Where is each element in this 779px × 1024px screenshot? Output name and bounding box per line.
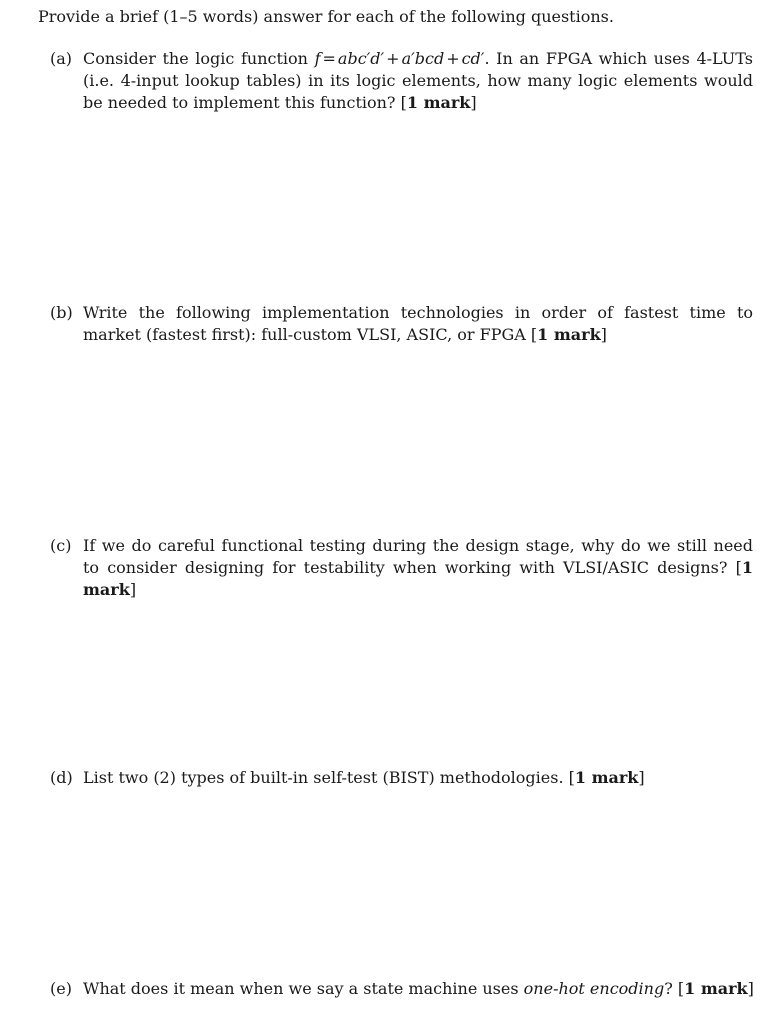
question-text: What does it mean when we say a state machine uses one-hot encoding? [1 mark] <box>83 979 754 998</box>
question-e <box>50 978 753 1000</box>
question-text: List two (2) types of built-in self-test (BIST) methodologies. [1 mark] <box>83 768 645 787</box>
question-text: Write the following implementation technologies in order of fastest time to market (fastest first): full-custom VLSI, ASIC, or FPGA [1 mark] <box>83 303 753 344</box>
question-text: Consider the logic function f = abc′d′ + a′bcd + cd′. In an FPGA which uses 4-LUTs (i.e. 4-input lookup tables) in its logic elements, how many logic elements would be needed to implement this function? [1 mark] <box>83 49 753 112</box>
question-label: (c) <box>50 536 72 555</box>
question-c <box>50 535 753 601</box>
emphasized-term: one-hot encoding <box>523 979 665 998</box>
mark-allocation: [1 mark] <box>568 768 645 787</box>
question-label: (e) <box>50 979 72 998</box>
logic-function-formula: f = abc′d′ + a′bcd + cd′ <box>314 49 485 68</box>
instructions-text: Provide a brief (1–5 words) answer for each of the following questions. <box>38 7 614 26</box>
question-b <box>50 302 753 346</box>
question-label: (a) <box>50 49 73 68</box>
question-label: (b) <box>50 303 73 322</box>
mark-allocation: [1 mark] <box>530 325 607 344</box>
mark-allocation: [1 mark] <box>400 93 477 112</box>
mark-allocation: [1 mark] <box>83 558 753 599</box>
question-a <box>50 48 753 114</box>
question-text: If we do careful functional testing during the design stage, why do we still need to consider designing for testability when working with VLSI/ASIC designs? [1 mark] <box>83 536 753 599</box>
question-d <box>50 767 753 789</box>
mark-allocation: [1 mark] <box>677 979 754 998</box>
question-label: (d) <box>50 768 73 787</box>
